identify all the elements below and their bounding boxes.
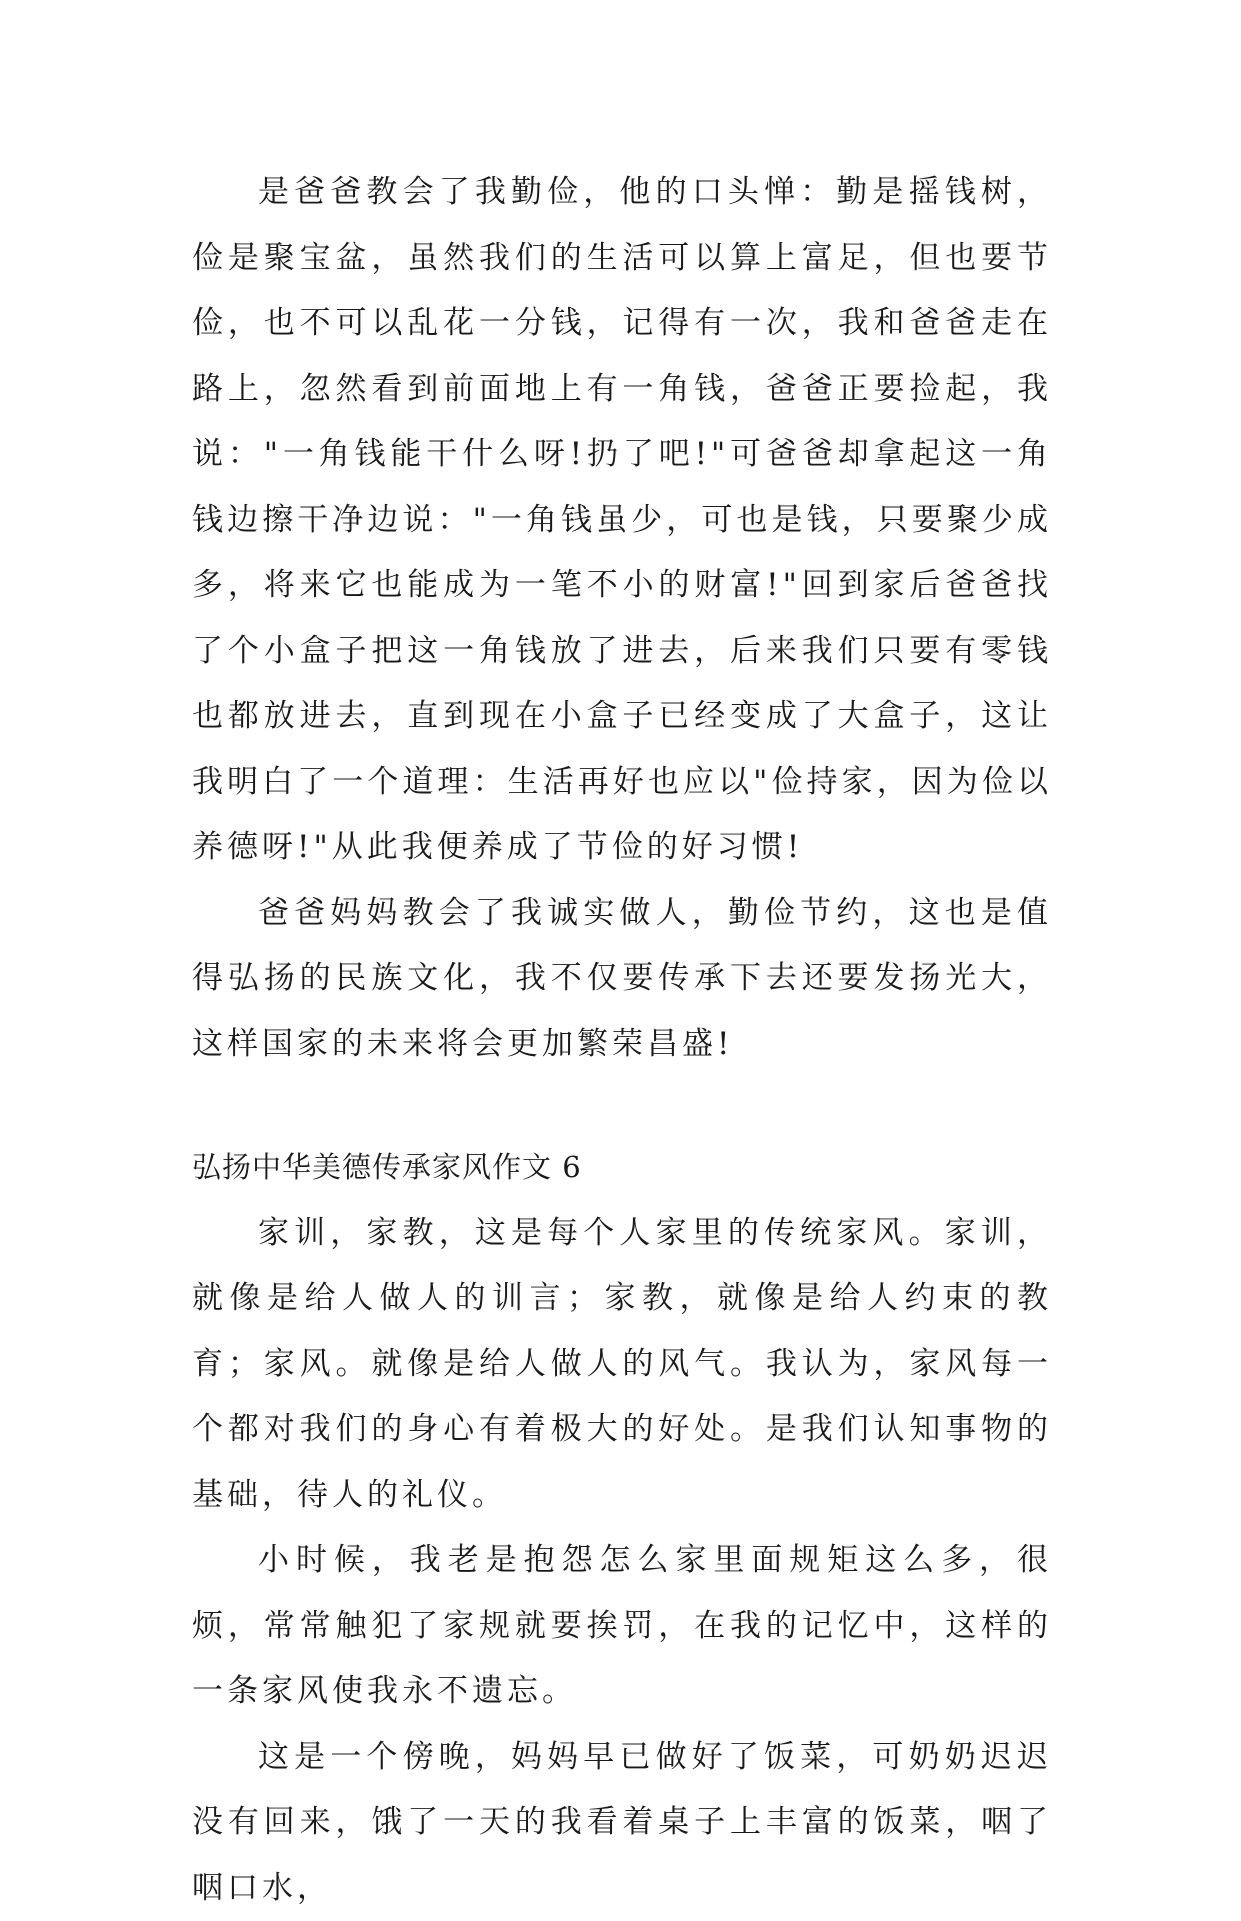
paragraph-childhood-memory: 小时候，我老是抱怨怎么家里面规矩这么多，很烦，常常触犯了家规就要挨罚，在我的记忆中，这样的一条家风使我永不遗忘。	[192, 1528, 1052, 1725]
document-body	[192, 160, 1052, 1921]
paragraph-father-frugality: 是爸爸教会了我勤俭，他的口头惮：勤是摇钱树，俭是聚宝盆，虽然我们的生活可以算上富足，但也要节俭，也不可以乱花一分钱，记得有一次，我和爸爸走在路上，忽然看到前面地上有一角钱，爸爸正要捡起，我说："一角钱能干什么呀!扔了吧!"可爸爸却拿起这一角钱边擦干净边说："一角钱虽少，可也是钱，只要聚少成多，将来它也能成为一笔不小的财富!"回到家后爸爸找了个小盒子把这一角钱放了进去，后来我们只要有零钱也都放进去，直到现在小盒子已经变成了大盒子，这让我明白了一个道理：生活再好也应以"俭持家，因为俭以养德呀!"从此我便养成了节俭的好习惯!	[192, 160, 1052, 881]
paragraph-parents-honesty: 爸爸妈妈教会了我诚实做人，勤俭节约，这也是值得弘扬的民族文化，我不仅要传承下去还要发扬光大，这样国家的未来将会更加繁荣昌盛!	[192, 881, 1052, 1078]
paragraph-family-rules: 家训，家教，这是每个人家里的传统家风。家训，就像是给人做人的训言；家教，就像是给人约束的教育；家风。就像是给人做人的风气。我认为，家风每一个都对我们的身心有着极大的好处。是我们认知事物的基础，待人的礼仪。	[192, 1201, 1052, 1529]
paragraph-evening-story: 这是一个傍晚，妈妈早已做好了饭菜，可奶奶迟迟没有回来，饿了一天的我看着桌子上丰富的饭菜，咽了咽口水，	[192, 1725, 1052, 1921]
essay-heading: 弘扬中华美德传承家风作文 6	[192, 1135, 1052, 1201]
